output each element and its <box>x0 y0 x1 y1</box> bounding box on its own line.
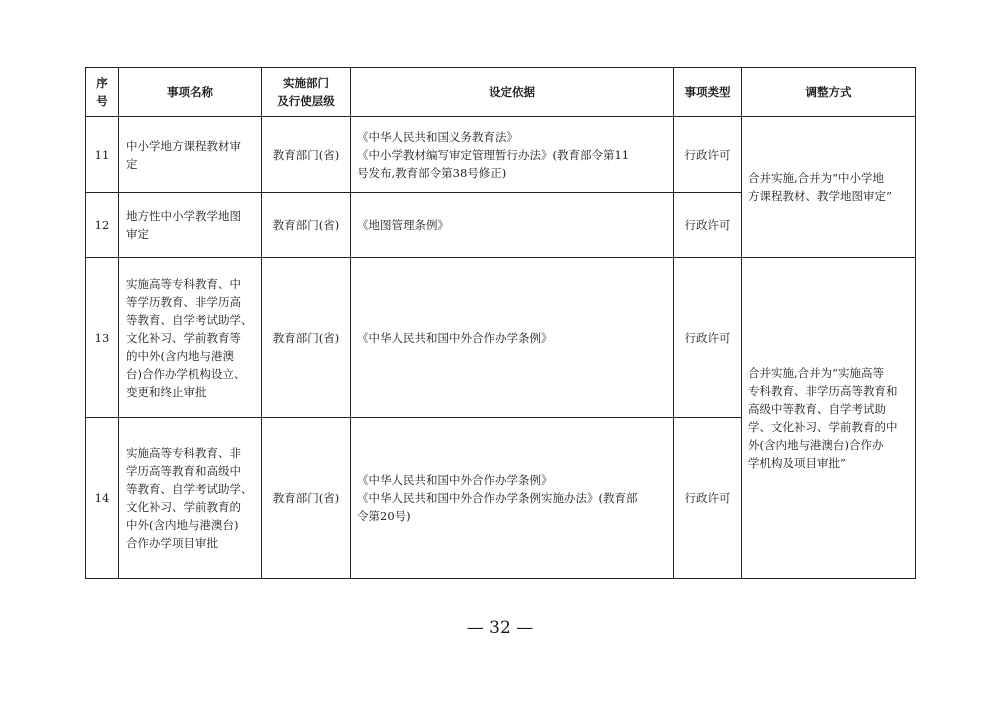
text-line: 地方性中小学教学地图 <box>126 209 241 223</box>
header-row <box>86 68 916 117</box>
row-number: 12 <box>86 193 119 258</box>
text-line: 文化补习、学前教育的 <box>126 500 241 514</box>
text-line: 《地图管理条例》 <box>357 218 449 232</box>
text-line: 文化补习、学前教育等 <box>126 330 241 345</box>
header-basis <box>351 68 674 117</box>
table-row <box>86 117 916 193</box>
text-line: 《中华人民共和国义务教育法》 <box>357 129 518 144</box>
department: 教育部门(省) <box>262 193 351 258</box>
text-line: 等教育、自学考试助学、 <box>126 482 253 496</box>
item-type: 行政许可 <box>674 117 742 193</box>
text-line: 《中小学教材编写审定管理暂行办法》(教育部令第11 <box>357 147 630 162</box>
text-line: 及行使层级 <box>277 94 335 108</box>
text-line: 外(含内地与港澳台)合作办 <box>748 438 884 452</box>
text-line: 事项类型 <box>684 85 731 99</box>
items-table <box>85 67 916 579</box>
text-line: 变更和终止审批 <box>126 384 207 399</box>
legal-basis <box>351 258 674 418</box>
text-line: 等教育、自学考试助学、 <box>126 312 253 327</box>
text-line: 定 <box>126 156 138 171</box>
item-name <box>119 258 262 418</box>
item-type: 行政许可 <box>674 258 742 418</box>
department: 教育部门(省) <box>262 258 351 418</box>
legal-basis <box>351 193 674 258</box>
text-line: 合并实施,合并为“实施高等 <box>748 366 885 380</box>
department: 教育部门(省) <box>262 117 351 193</box>
header-type <box>674 68 742 117</box>
item-name <box>119 117 262 193</box>
text-line: 《中华人民共和国中外合作办学条例》 <box>357 330 553 345</box>
text-line: 学机构及项目审批” <box>748 456 846 470</box>
text-line: 等学历教育、非学历高 <box>126 294 241 309</box>
text-line: 号 <box>96 94 108 108</box>
row-number: 13 <box>86 258 119 418</box>
legal-basis <box>351 117 674 193</box>
adjustment-method <box>742 258 916 579</box>
header-adjust <box>742 68 916 117</box>
page-number: — 32 — <box>466 618 534 638</box>
text-line: 合并实施,合并为“中小学地 <box>748 171 885 185</box>
row-number: 11 <box>86 117 119 193</box>
text-line: 实施高等专科教育、中 <box>126 276 241 291</box>
text-line: 序 <box>96 76 108 90</box>
item-name <box>119 418 262 579</box>
text-line: 专科教育、非学历高等教育和 <box>748 384 898 398</box>
text-line: 方课程教材、教学地图审定” <box>748 189 892 203</box>
text-line: 的中外(含内地与港澳 <box>126 348 234 363</box>
row-number: 14 <box>86 418 119 579</box>
item-name <box>119 193 262 258</box>
text-line: 中外(含内地与港澳台) <box>126 518 239 532</box>
header-name <box>119 68 262 117</box>
adjustment-method <box>742 117 916 258</box>
text-line: 高级中等教育、自学考试助 <box>748 402 886 416</box>
text-line: 调整方式 <box>805 85 852 99</box>
legal-basis <box>351 418 674 579</box>
header-dept <box>262 68 351 117</box>
text-line: 学、文化补习、学前教育的中 <box>748 420 898 434</box>
text-line: 审定 <box>126 227 149 241</box>
item-type: 行政许可 <box>674 418 742 579</box>
text-line: 《中华人民共和国中外合作办学条例》 <box>357 473 553 487</box>
header-no <box>86 68 119 117</box>
text-line: 合作办学项目审批 <box>126 536 218 550</box>
text-line: 实施高等专科教育、非 <box>126 446 241 460</box>
text-line: 实施部门 <box>283 76 329 90</box>
text-line: 令第20号) <box>357 509 411 523</box>
table-row <box>86 258 916 418</box>
text-line: 设定依据 <box>489 85 535 99</box>
item-type: 行政许可 <box>674 193 742 258</box>
department: 教育部门(省) <box>262 418 351 579</box>
text-line: 《中华人民共和国中外合作办学条例实施办法》(教育部 <box>357 491 638 505</box>
text-line: 中小学地方课程教材审 <box>126 138 241 153</box>
text-line: 号发布,教育部令第38号修正) <box>357 165 507 180</box>
text-line: 台)合作办学机构设立、 <box>126 366 246 381</box>
text-line: 学历高等教育和高级中 <box>126 464 241 478</box>
text-line: 事项名称 <box>167 85 213 99</box>
